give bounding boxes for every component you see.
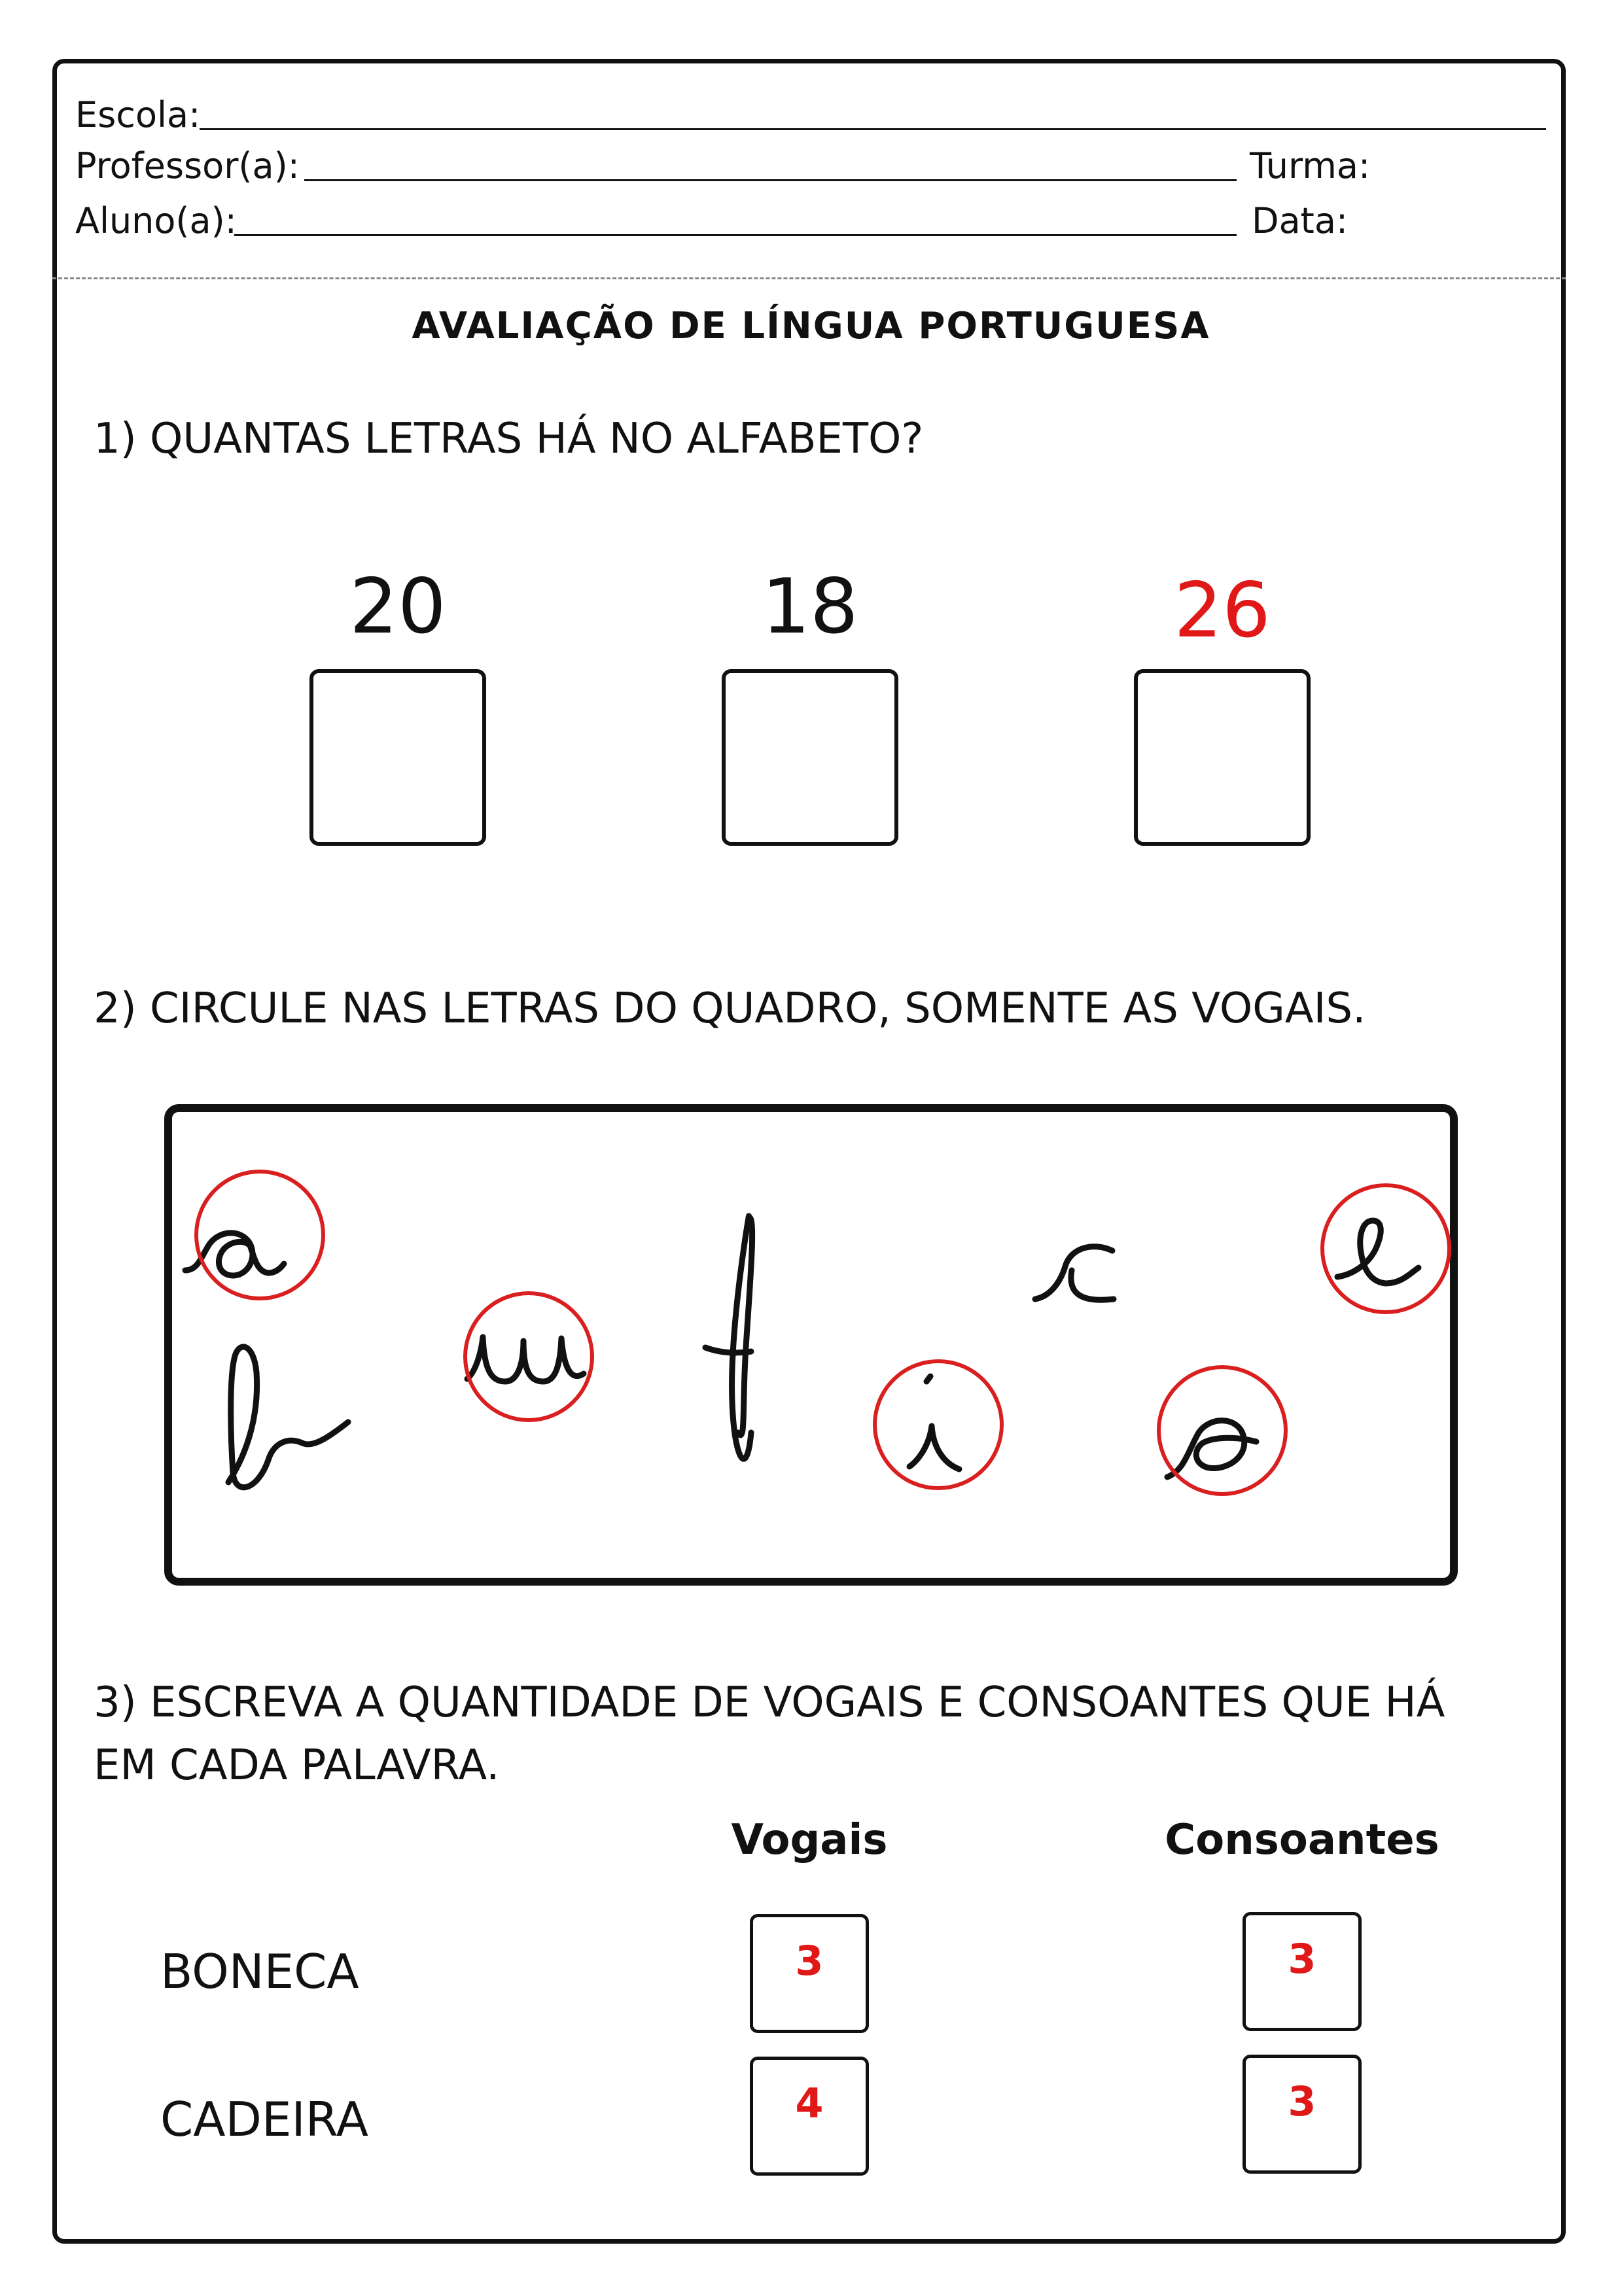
consonants-header: Consoantes [1165, 1816, 1439, 1864]
boneca-consonants-box[interactable] [1243, 1912, 1362, 2031]
question-2: 2) CIRCULE NAS LETRAS DO QUADRO, SOMENTE AS VOGAIS. [94, 984, 1366, 1033]
cadeira-vowels-answer: 4 [795, 2079, 824, 2127]
question-3-line-2: EM CADA PALAVRA. [94, 1741, 500, 1790]
option-checkbox-2[interactable] [722, 669, 898, 846]
boneca-vowels-answer: 3 [795, 1937, 824, 1985]
option-checkbox-3[interactable] [1134, 669, 1311, 846]
option-checkbox-1[interactable] [309, 669, 486, 846]
teacher-label: Professor(a): [75, 145, 300, 186]
letters-frame [164, 1104, 1458, 1586]
student-label: Aluno(a): [75, 200, 237, 241]
teacher-field[interactable] [304, 179, 1237, 181]
school-field[interactable] [200, 128, 1546, 130]
option-number-3: 26 [1174, 566, 1271, 655]
question-3-line-1: 3) ESCREVA A QUANTIDADE DE VOGAIS E CONSOANTES QUE HÁ [94, 1679, 1445, 1727]
school-label: Escola: [75, 94, 201, 135]
page-title: AVALIAÇÃO DE LÍNGUA PORTUGUESA [412, 305, 1210, 347]
cadeira-consonants-box[interactable] [1243, 2055, 1362, 2174]
vowels-header: Vogais [731, 1816, 888, 1864]
header-divider [52, 277, 1566, 279]
cadeira-consonants-answer: 3 [1288, 2078, 1316, 2125]
option-number-2: 18 [762, 563, 858, 651]
option-number-1: 20 [349, 563, 446, 651]
class-label: Turma: [1250, 145, 1371, 186]
cadeira-vowels-box[interactable] [750, 2057, 869, 2176]
word-cadeira: CADEIRA [160, 2092, 369, 2147]
boneca-consonants-answer: 3 [1288, 1935, 1316, 1983]
date-label: Data: [1252, 200, 1349, 241]
question-1: 1) QUANTAS LETRAS HÁ NO ALFABETO? [94, 415, 924, 463]
word-boneca: BONECA [160, 1944, 359, 1999]
student-field[interactable] [234, 234, 1237, 236]
boneca-vowels-box[interactable] [750, 1914, 869, 2033]
